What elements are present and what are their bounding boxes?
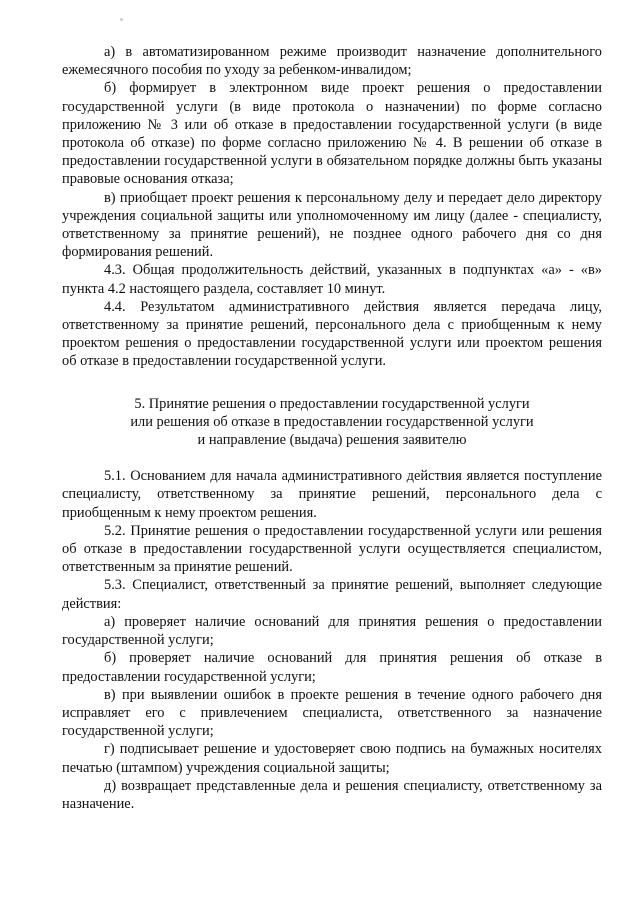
paragraph-a: а) в автоматизированном режиме производит назначение дополнительного ежемесячного пособия по уходу за ребенком-инвалидом; bbox=[62, 44, 602, 79]
section-heading-line-3: и направление (выдача) решения заявителю bbox=[197, 432, 467, 449]
top-paragraphs bbox=[62, 43, 602, 371]
bottom-paragraphs bbox=[62, 467, 602, 813]
paragraph-5-3-a: а) проверяет наличие оснований для принятия решения о предоставлении государственной услуги; bbox=[62, 613, 602, 649]
section-heading-line-2: или решения об отказе в предоставлении государственной услуги bbox=[130, 413, 534, 430]
paragraph-4-4: 4.4. Результатом административного действия является передача лицу, ответственному за принятие решений, персонального дела с приобщенным к нему проектом решения о предоставлении государственной услуги или проектом решения об отказе в предоставлении государственной услуги. bbox=[62, 298, 602, 370]
paragraph-5-3-b: б) проверяет наличие оснований для принятия решения об отказе в предоставлении государственной услуги; bbox=[62, 650, 602, 685]
paragraph-5-3-v: в) при выявлении ошибок в проекте решения в течение одного рабочего дня исправляет его с привлечением специалиста, ответственного за назначение государственной услуги; bbox=[62, 686, 602, 740]
paragraph-5-3-d: д) возвращает представленные дела и решения специалисту, ответственному за назначение. bbox=[62, 777, 602, 812]
document-page bbox=[62, 43, 602, 813]
paragraph-5-3-g: г) подписывает решение и удостоверяет свою подпись на бумажных носителях печатью (штампом) учреждения социальной защиты; bbox=[62, 741, 602, 776]
paragraph-5-1: 5.1. Основанием для начала административного действия является поступление специалисту, ответственному за принятие решений, персонального дела с приобщенным к нему проектом решения. bbox=[62, 468, 602, 521]
paragraph-5-3: 5.3. Специалист, ответственный за принятие решений, выполняет следующие действия: bbox=[62, 577, 602, 612]
scan-speck bbox=[120, 18, 123, 21]
section-heading bbox=[62, 395, 602, 450]
section-heading-line-1: 5. Принятие решения о предоставлении государственной услуги bbox=[134, 395, 530, 412]
paragraph-5-2: 5.2. Принятие решения о предоставлении государственной услуги или решения об отказе в предоставлении государственной услуги осуществляется специалистом, ответственным за принятие решений. bbox=[62, 522, 602, 576]
paragraph-v: в) приобщает проект решения к персональному делу и передает дело директору учреждения социальной защиты или уполномоченному им лицу (далее - специалисту, ответственному за принятие решений), не позднее одного рабочего дня со дня формирования решений. bbox=[62, 189, 602, 261]
paragraph-4-3: 4.3. Общая продолжительность действий, указанных в подпунктах «а» - «в» пункта 4.2 настоящего раздела, составляет 10 минут. bbox=[62, 262, 602, 297]
paragraph-b: б) формирует в электронном виде проект решения о предоставлении государственной услуги (в виде протокола о назначении) по форме согласно приложению № 3 или об отказе в предоставлении государственной услуги (в виде протокола об отказе) по форме согласно приложению № 4. В решении об отказе в предоставлении государственной услуги в обязательном порядке должны быть указаны правовые основания отказа; bbox=[62, 80, 602, 188]
